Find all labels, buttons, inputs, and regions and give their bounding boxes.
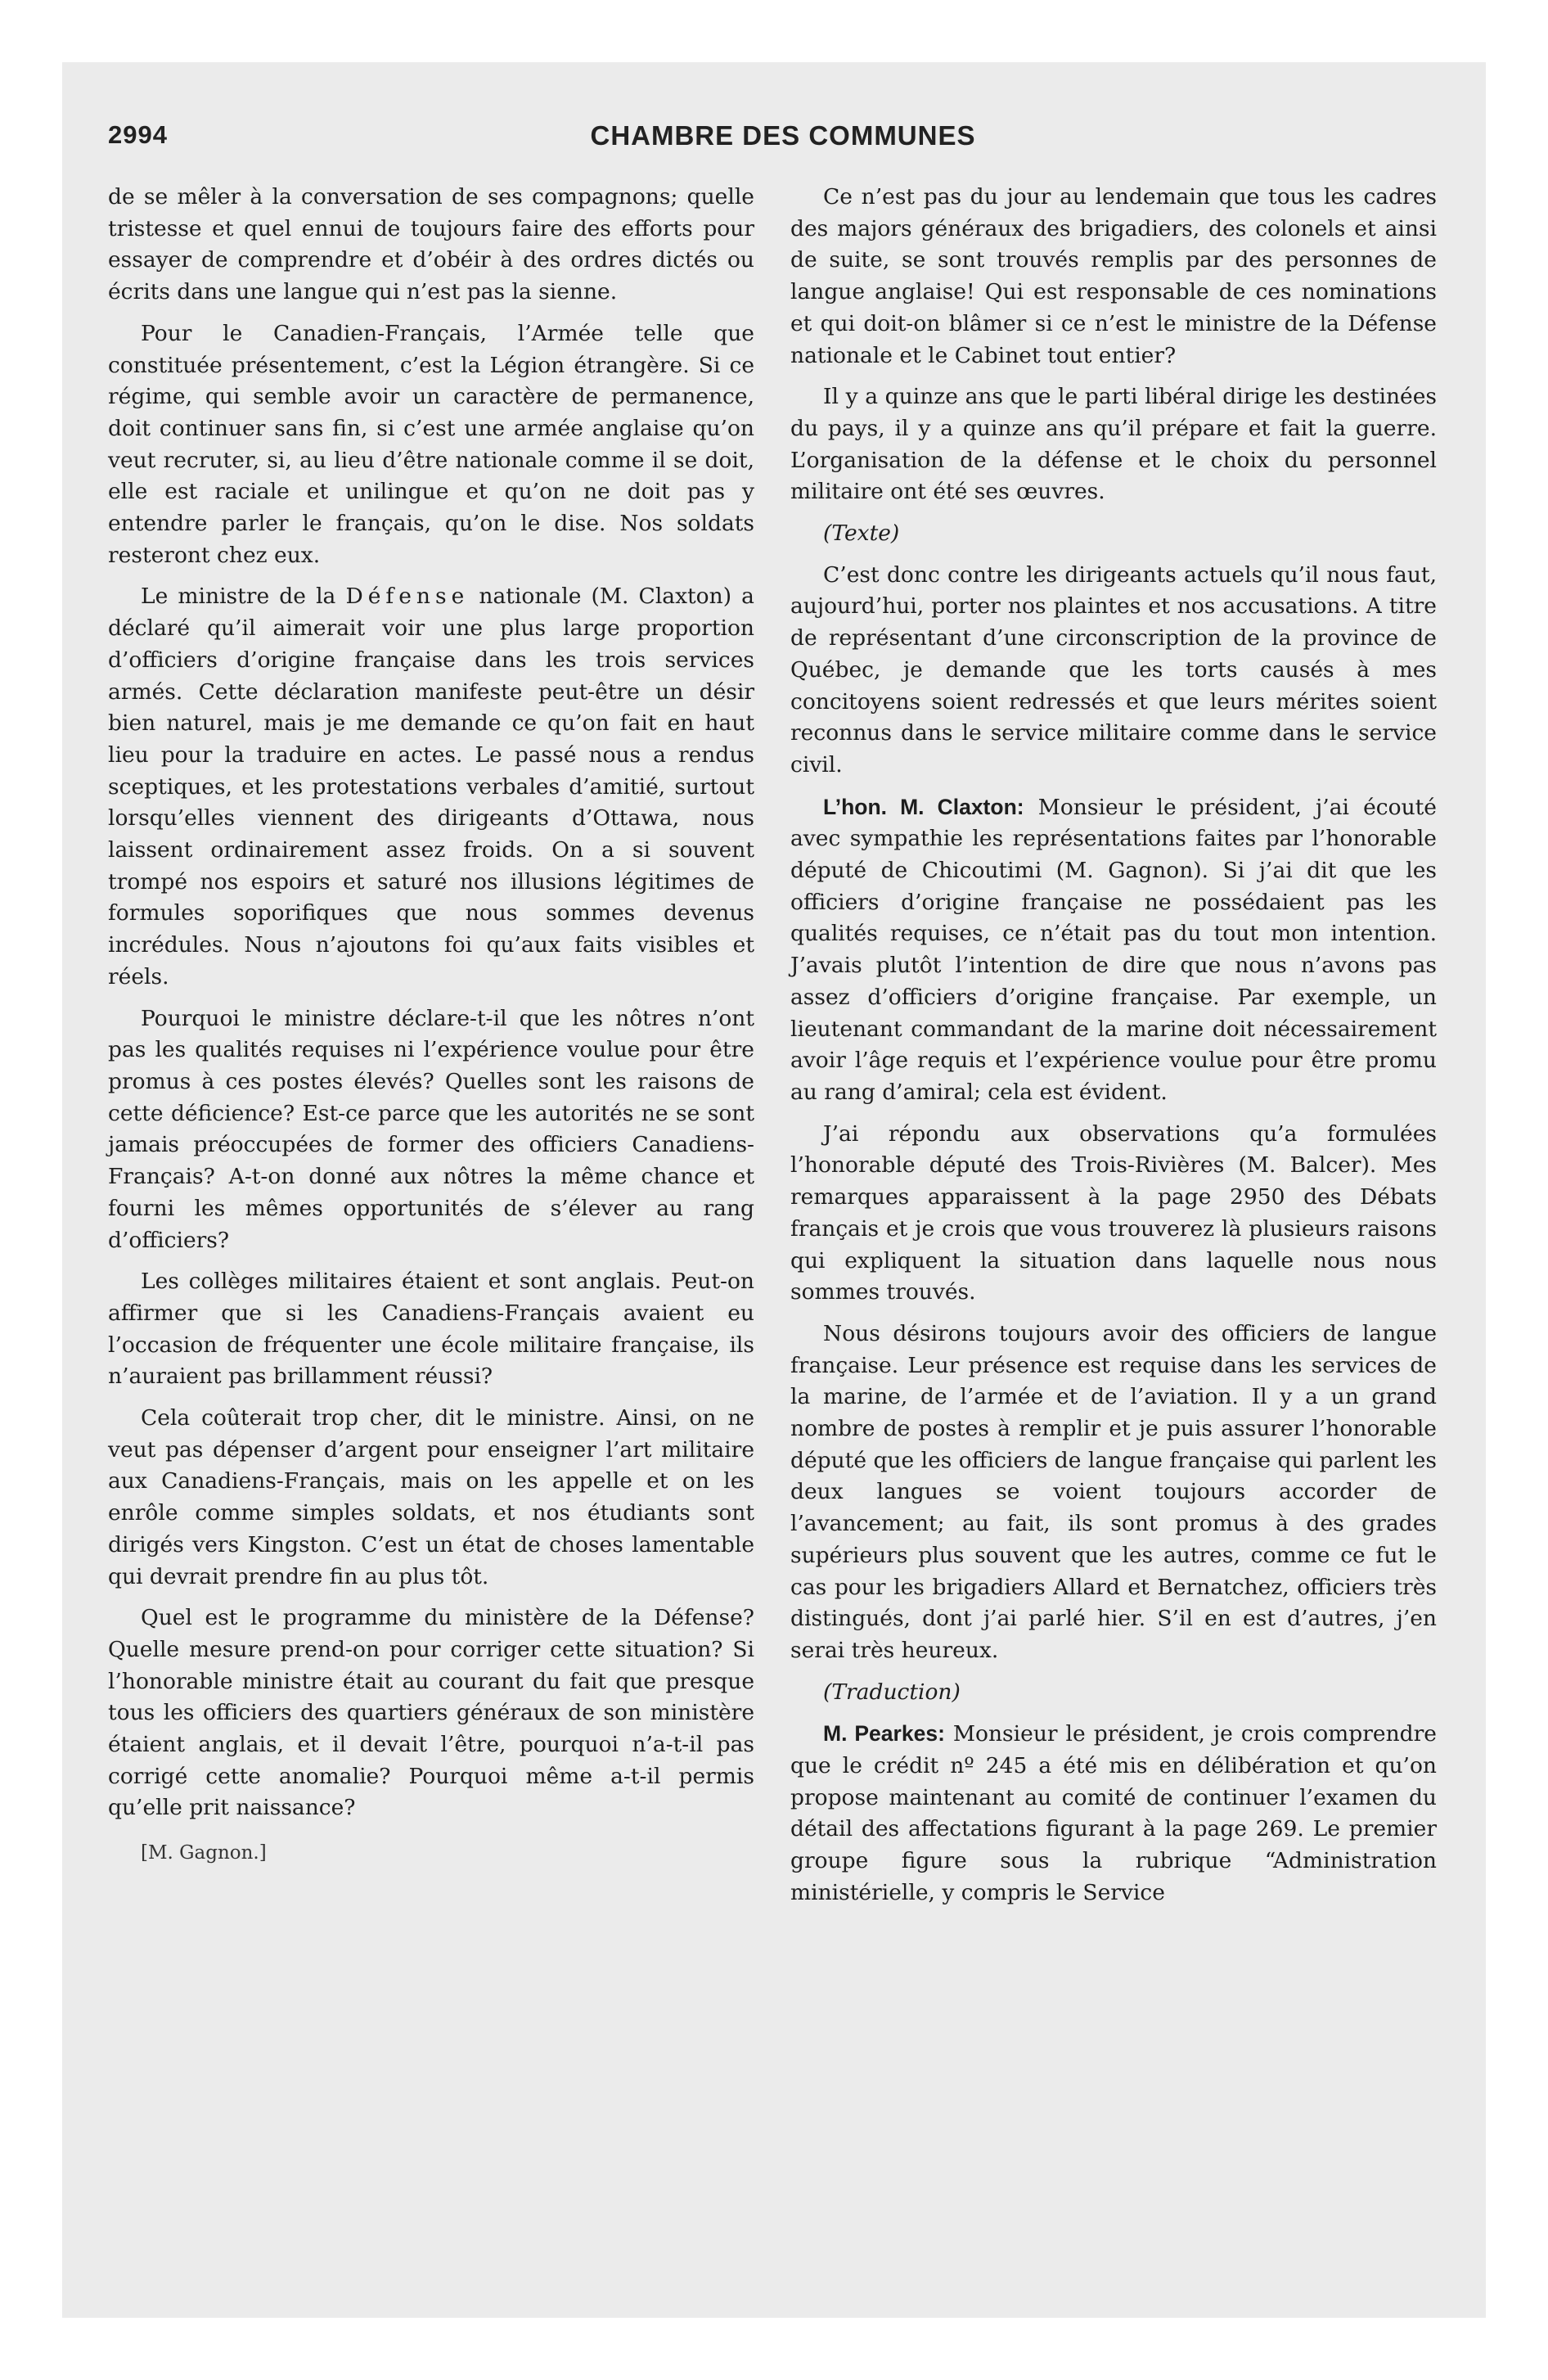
text-run: Le ministre de la (141, 584, 336, 610)
paragraph: Il y a quinze ans que le parti libéral dirige les destinées du pays, il y a quinze ans qu’il prépare et fait la guerre. L’organisation de la défense et le choix du personnel militaire ont été ses œuvres. (790, 384, 1437, 505)
speech-text: Monsieur le président, je crois comprendre que le crédit nº 245 a été mis en délibération et qu’on propose maintenant au comité de continuer l’examen du détail des affectations figurant à la page 269. Le premier groupe figure sous la rubrique “Administration ministérielle, y compris le Service (790, 1721, 1437, 1905)
paragraph: Les collèges militaires étaient et sont anglais. Peut-on affirmer que si les Canadiens-Français avaient eu l’occasion de fréquenter une école militaire française, ils n’auraient pas brillamment réussi? (108, 1269, 754, 1390)
language-tag: (Texte) (823, 521, 900, 547)
speech-text: Monsieur le président, j’ai écouté avec sympathie les représentations faites par l’honorable député de Chicoutimi (M. Gagnon). Si j’ai dit que les officiers d’origine française ne possédaient pas les qualités requises, ce n’était pas du tout mon intention. J’avais plutôt l’intention de dire que nous n’avons pas assez d’officiers d’origine française. Par exemple, un lieutenant commandant de la marine doit nécessairement avoir l’âge requis et l’expérience voulue pour être promu au rang d’amiral; cela est évident. (790, 794, 1437, 1105)
paragraph: Ce n’est pas du jour au lendemain que tous les cadres des majors généraux des brigadiers, des colonels et ainsi de suite, se sont trouvés remplis par des personnes de langue anglaise! Qui est responsable de ces nominations et qui doit-on blâmer si ce n’est le ministre de la Défense nationale et le Cabinet tout entier? (790, 184, 1437, 368)
speaker-name: L’hon. M. Claxton: (823, 794, 1024, 819)
page-header (108, 120, 1458, 153)
page-number: 2994 (108, 120, 168, 149)
paragraph (790, 791, 1437, 1109)
paragraph: Quel est le programme du ministère de la Défense? Quelle mesure prend-on pour corriger cette situation? Si l’honorable ministre était au courant du fait que presque tous les officiers des quartiers généraux de son ministère étaient anglais, et il devait l’être, pourquoi n’a-t-il pas corrigé cette anomalie? Pourquoi même a-t-il permis qu’elle prit naissance? (108, 1605, 754, 1821)
paragraph (108, 581, 754, 993)
paragraph: Nous désirons toujours avoir des officiers de langue française. Leur présence est requise dans les services de la marine, de l’armée et de l’aviation. Il y a un grand nombre de postes à remplir et je puis assurer l’honorable député que les officiers de langue française qui parlent les deux langues se voient toujours accorder de l’avancement; au fait, ils sont promus à des grades supérieurs plus souvent que les autres, comme ce fut le cas pour les brigadiers Allard et Bernatchez, officiers très distingués, dont j’ai parlé hier. S’il en est d’autres, j’en serai très heureux. (790, 1320, 1437, 1663)
paragraph: Pour le Canadien-Français, l’Armée telle que constituée présentement, c’est la Légion étrangère. Si ce régime, qui semble avoir un caractère de permanence, doit continuer sans fin, si c’est une armée anglaise qu’on veut recruter, si, au lieu d’être nationale comme il se doit, elle est raciale et unilingue et qu’on ne doit pas y entendre parler le français, qu’on le dise. Nos soldats resteront chez eux. (108, 320, 754, 568)
paragraph (790, 1718, 1437, 1909)
speaker-name: M. Pearkes: (823, 1721, 945, 1747)
running-head: CHAMBRE DES COMMUNES (590, 120, 976, 151)
paragraph: C’est donc contre les dirigeants actuels qu’il nous faut, aujourd’hui, porter nos plaintes et nos accusations. A titre de représentant d’une circonscription de la province de Québec, je demande que les torts causés à mes concitoyens soient redressés et que leurs mérites soient reconnus dans le service militaire comme dans le service civil. (790, 561, 1437, 778)
speaker-signature: [M. Gagnon.] (141, 1842, 267, 1864)
spaced-word: Défense (345, 584, 470, 610)
left-column (108, 182, 754, 1869)
paragraph: Pourquoi le ministre déclare-t-il que les nôtres n’ont pas les qualités requises ni l’expérience voulue pour être promus à ces postes élevés? Quelles sont les raisons de cette déficience? Est-ce parce que les autorités ne se sont jamais préoccupées de former des officiers Canadiens-Français? A-t-on donné aux nôtres la même chance et fourni les mêmes opportunités de s’élever au rang d’officiers? (108, 1005, 754, 1253)
paragraph: Cela coûterait trop cher, dit le ministre. Ainsi, on ne veut pas dépenser d’argent pour enseigner l’art militaire aux Canadiens-Français, mais on les appelle et on les enrôle comme simples soldats, et nos étudiants sont dirigés vers Kingston. C’est un état de choses lamentable qui devrait prendre fin au plus tôt. (108, 1405, 754, 1589)
paragraph: de se mêler à la conversation de ses compagnons; quelle tristesse et quel ennui de toujours faire des efforts pour essayer de comprendre et d’obéir à des ordres dictés ou écrits dans une langue qui n’est pas la sienne. (108, 184, 754, 305)
right-column (790, 182, 1437, 1919)
text-run: nationale (M. Claxton) a déclaré qu’il aimerait voir une plus large proportion d’officiers d’origine française dans les trois services armés. Cette déclaration manifeste peut-être un désir bien naturel, mais je me demande ce qu’on fait en haut lieu pour la traduire en actes. Le passé nous a rendus sceptiques, et les protestations verbales d’amitié, surtout lorsqu’elles viennent des dirigeants d’Ottawa, nous laissent ordinairement assez froids. On a si souvent trompé nos espoirs et saturé nos illusions légitimes de formules soporifiques que nous sommes devenus incrédules. Nous n’ajoutons foi qu’aux faits visibles et réels. (108, 584, 754, 989)
language-tag: (Traduction) (823, 1679, 961, 1705)
paragraph: J’ai répondu aux observations qu’a formulées l’honorable député des Trois-Rivières (M. Balcer). Mes remarques apparaissent à la page 2950 des Débats français et je crois que vous trouverez là plusieurs raisons qui expliquent la situation dans laquelle nous nous sommes trouvés. (790, 1120, 1437, 1305)
